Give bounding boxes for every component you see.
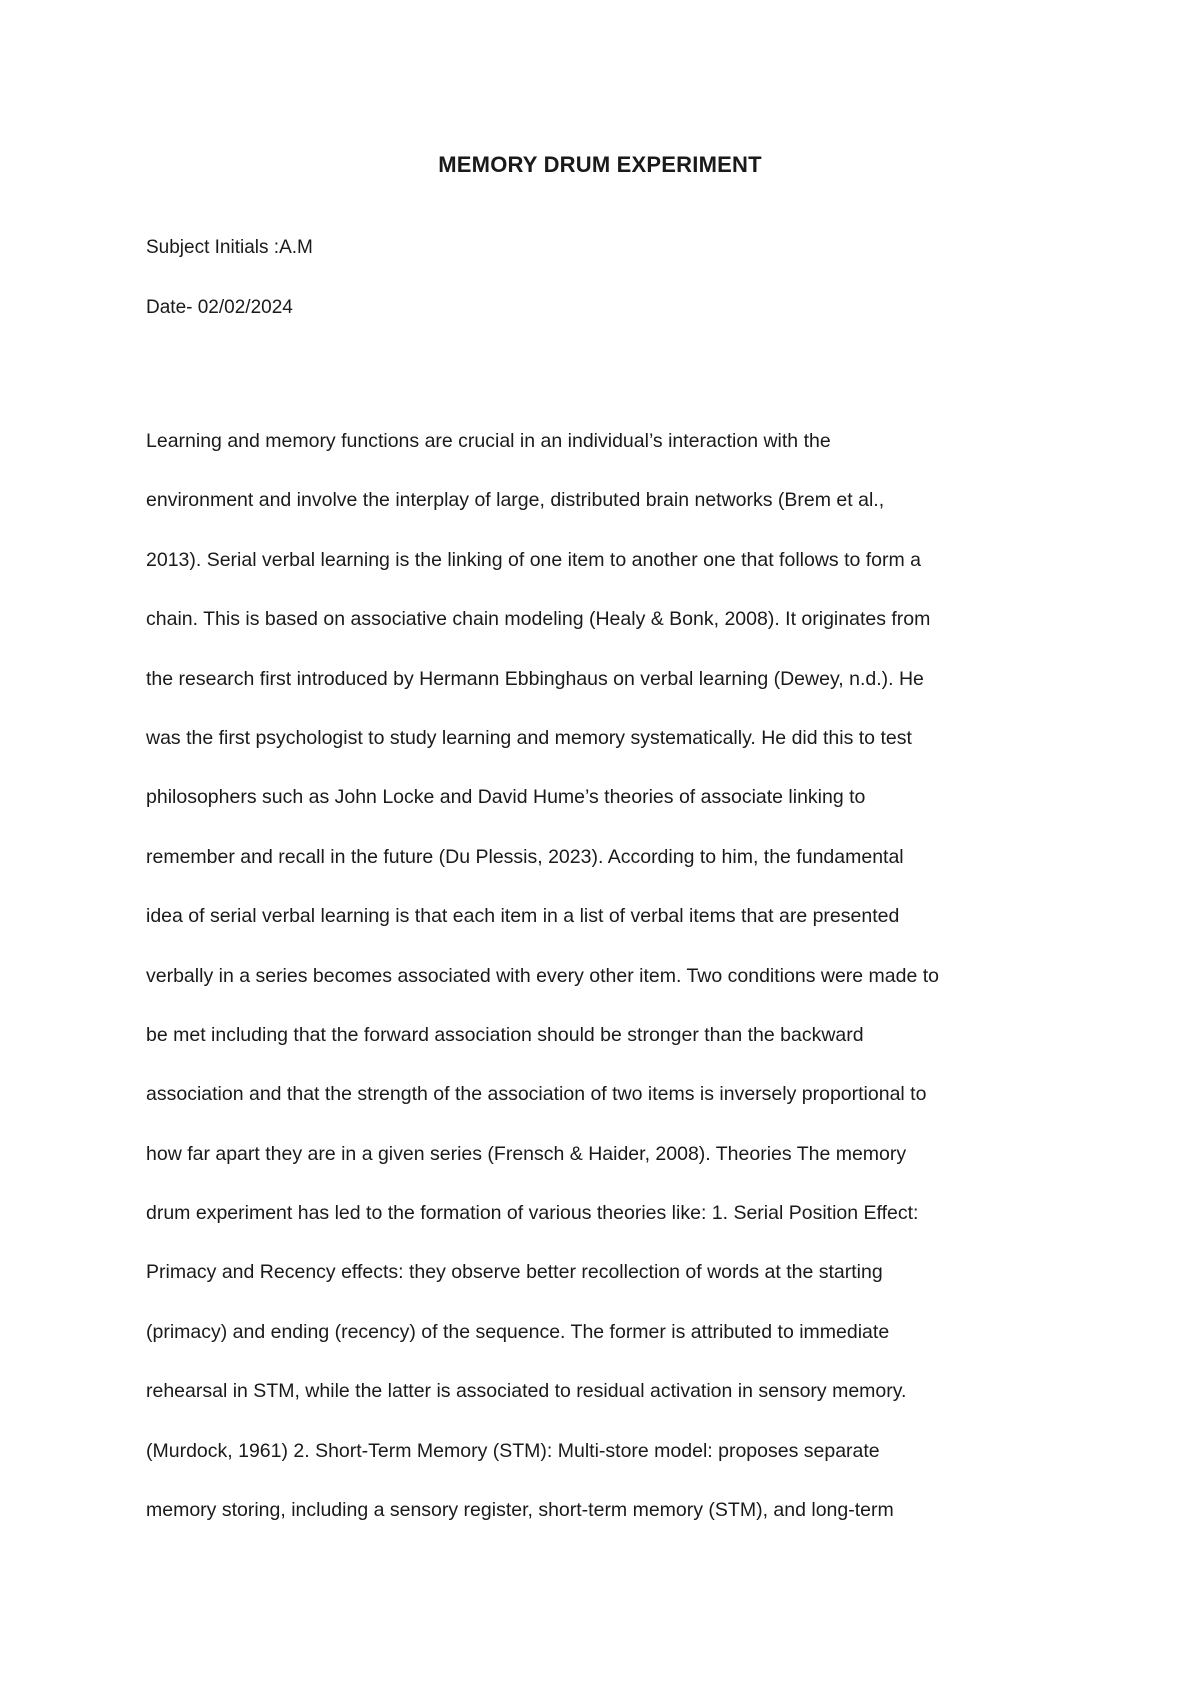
body-line: association and that the strength of the association of two items is inversely proportional to bbox=[146, 1083, 927, 1106]
body-line: philosophers such as John Locke and David Hume’s theories of associate linking to bbox=[146, 786, 866, 809]
body-line: idea of serial verbal learning is that each item in a list of verbal items that are presented bbox=[146, 905, 900, 928]
body-paragraph bbox=[146, 428, 1066, 1556]
body-line: how far apart they are in a given series (Frensch & Haider, 2008). Theories The memory bbox=[146, 1142, 907, 1165]
body-line: verbally in a series becomes associated with every other item. Two conditions were made to bbox=[146, 964, 940, 987]
body-line: drum experiment has led to the formation of various theories like: 1. Serial Position Effect: bbox=[146, 1202, 919, 1225]
body-line: the research first introduced by Hermann Ebbinghaus on verbal learning (Dewey, n.d.). He bbox=[146, 667, 924, 690]
body-line: Primacy and Recency effects: they observe better recollection of words at the starting bbox=[146, 1261, 883, 1284]
body-line: environment and involve the interplay of large, distributed brain networks (Brem et al., bbox=[146, 489, 885, 512]
document-date: Date- 02/02/2024 bbox=[146, 297, 293, 318]
body-line: rehearsal in STM, while the latter is associated to residual activation in sensory memory. bbox=[146, 1380, 907, 1403]
body-line: (primacy) and ending (recency) of the sequence. The former is attributed to immediate bbox=[146, 1320, 890, 1343]
body-line: was the first psychologist to study learning and memory systematically. He did this to test bbox=[146, 726, 912, 749]
body-line: chain. This is based on associative chain modeling (Healy & Bonk, 2008). It originates from bbox=[146, 608, 931, 631]
body-line: memory storing, including a sensory register, short-term memory (STM), and long-term bbox=[146, 1499, 894, 1522]
body-line: remember and recall in the future (Du Plessis, 2023). According to him, the fundamental bbox=[146, 845, 904, 868]
body-line: (Murdock, 1961) 2. Short-Term Memory (STM): Multi-store model: proposes separate bbox=[146, 1439, 880, 1462]
body-line: Learning and memory functions are crucial in an individual’s interaction with the bbox=[146, 430, 831, 452]
subject-initials: Subject Initials :A.M bbox=[146, 237, 313, 258]
document-title: MEMORY DRUM EXPERIMENT bbox=[438, 152, 762, 177]
body-line: be met including that the forward association should be stronger than the backward bbox=[146, 1023, 864, 1046]
body-line: 2013). Serial verbal learning is the linking of one item to another one that follows to form a bbox=[146, 548, 922, 571]
